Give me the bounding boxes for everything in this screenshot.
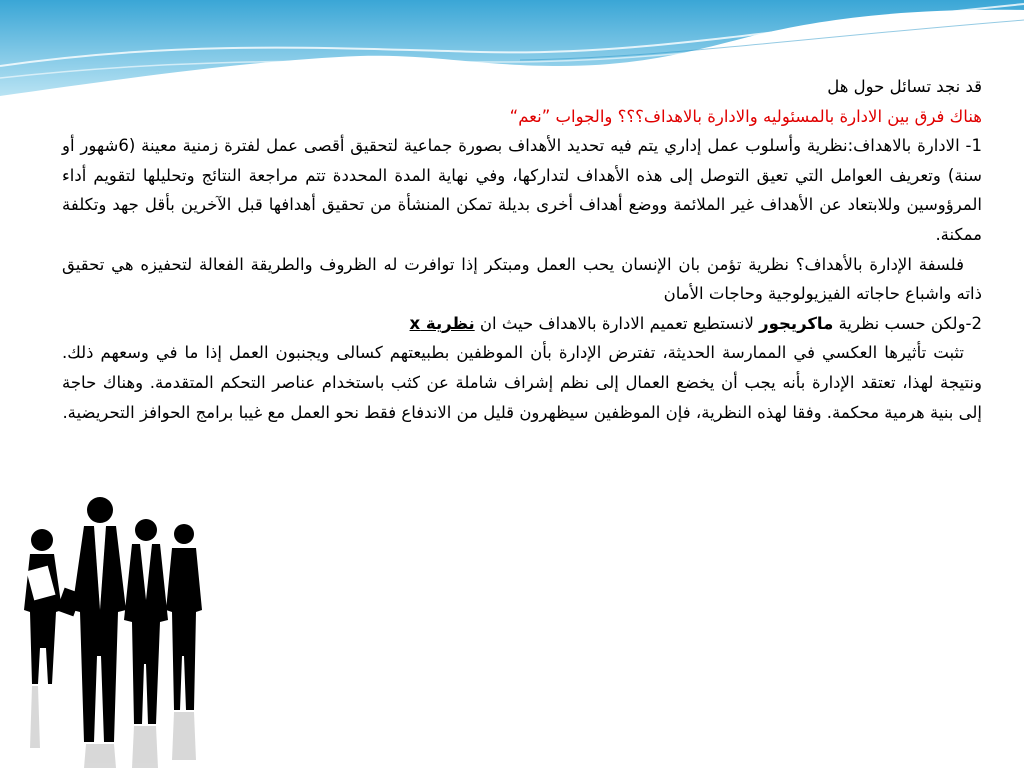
slide-body bbox=[62, 72, 982, 427]
theory-x-label: نظرية x bbox=[409, 313, 475, 333]
mcgregor-text-a: 2-ولكن حسب نظرية bbox=[833, 313, 982, 333]
intro-line: قد نجد تسائل حول هل bbox=[827, 77, 982, 96]
paragraph-mbo-definition: 1- الادارة بالاهداف:نظرية وأسلوب عمل إداري يتم فيه تحديد الأهداف بصورة جماعية لتحقيق أقصى عمل لفترة زمنية معينة (6شهور أو سنة) وتعريف العوامل التي تعيق التوصل إلى هذه الأهداف لتداركها، وفي نهاية المدة المحددة تتم مراجعة النتائج وتحليلها لتقويم أداء المرؤوسين وللابتعاد عن الأهداف غير الملائمة ووضع أهداف أخرى بديلة تمكن المنشأة من تحقيق أهدافها قبل الآخرين بأقل جهد وتكلفة ممكنة. bbox=[62, 136, 982, 244]
paragraph-mbo-philosophy: فلسفة الإدارة بالأهداف؟ نظرية تؤمن بان الإنسان يحب العمل ومبتكر إذا توافرت له الظروف والطريقة الفعالة لتحفيزه هي تحقيق ذاته واشباع حاجاته الفيزيولوجية وحاجات الأمان bbox=[62, 254, 982, 304]
paragraph-mcgregor bbox=[62, 309, 982, 339]
mcgregor-name: ماكريجور bbox=[759, 313, 834, 333]
mcgregor-text-b: لانستطيع تعميم الادارة بالاهداف حيث ان bbox=[474, 313, 760, 333]
question-line: هناك فرق بين الادارة بالمسئوليه والادارة بالاهداف؟؟؟ والجواب ”نعم“ bbox=[509, 106, 982, 126]
paragraph-theory-x: تثبت تأثيرها العكسي في الممارسة الحديثة، تفترض الإدارة بأن الموظفين بطبيعتهم كسالى ويجنبون العمل إذا ما في وسعهم ذلك. ونتيجة لهذا، تعتقد الإدارة بأنه يجب أن يخضع العمال إلى نظم إشراف شاملة عن كثب باستخدام عناصر التحكم المتقدمة. وهناك حاجة إلى بنية هرمية محكمة. وفقا لهذه النظرية، فإن الموظفين سيظهرون قليل من الاندفاع فقط نحو العمل مع غيبا برامج الحوافز التحريضية. bbox=[62, 343, 982, 422]
business-people-silhouette bbox=[0, 470, 260, 768]
